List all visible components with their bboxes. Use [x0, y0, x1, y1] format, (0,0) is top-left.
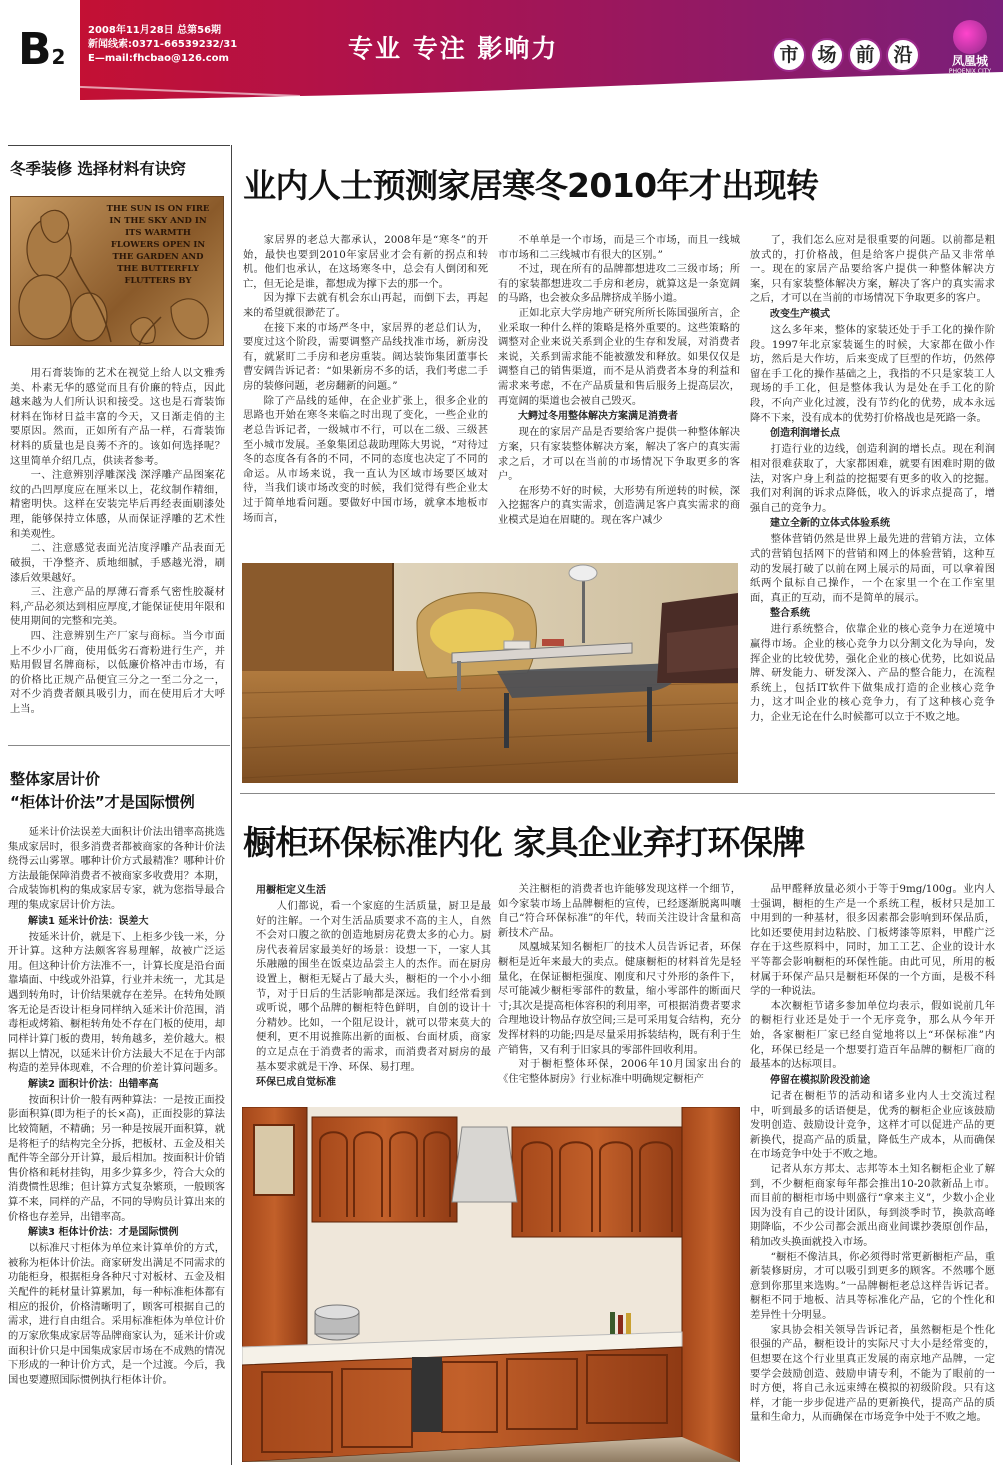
section-subheading: 解读3 柜体计价法：才是国际惯例: [28, 1227, 179, 1239]
living-room-illustration: [242, 563, 738, 783]
section-subheading: 停留在模拟阶段没前途: [770, 1074, 870, 1086]
phoenix-icon: [953, 20, 987, 54]
paragraph: 以标准尺寸柜体为单位来计算单价的方式，被称为柜体计价法。商家研发出满足不同需求的功能柜身，根据柜身各种尺寸对板材、五金及相关配件的耗材量计算累加，每一种标准柜体都有相应的报价，价格清晰明了，顾客可根据自己的需求，进行自由组合。采用标准柜体为单位计价的万家欣集成家居等品牌商家认为，延米计价或面积计价只是中国集成家居市场在不成熟的情况下形成的一种计价方式，是一个过渡。今后，我国也要遵照国际惯例执行柜体计价。: [8, 1242, 225, 1386]
article-headline: 橱柜环保标准内化 家具企业弃打环保牌: [243, 823, 805, 862]
article-headline: 冬季装修 选择材料有诀窍: [10, 160, 186, 178]
page-header: [0, 0, 1003, 100]
paragraph: 不过，现在所有的品牌都想进攻二三级市场；所有的家装都想进攻二手房和老房，就算这是一条宽阔的马路，也会被众多品牌挤成羊肠小道。: [498, 263, 740, 305]
page-digit: 2: [51, 45, 66, 69]
section-subheading: 用橱柜定义生活: [256, 885, 326, 896]
logo-text-en: PHOENIX CITY: [948, 68, 992, 75]
paragraph: 一、注意辨别浮雕深浅 深浮雕产品图案花纹的凸凹厚度应在厘米以上，花纹制作精细，精密明快。这样在安装完毕后再经表面刷漆处理，能够保持立体感，从而保证浮雕的艺术性和美观性。: [10, 469, 225, 540]
section-char: 场: [810, 38, 844, 72]
paragraph: 正如北京大学房地产研究所所长陈国强所言，企业采取一种什么样的策略是格外重要的。这些策略的调整对企业来说关系到企业的生存和发展，对消费者来说，关系到需求能不能被激发和释放。如果仅仅是调整自己的销售渠道，而不是从消费者本身的利益和需求来考虑，不在产品质量和售后服务上提高层次，再宽阔的渠道也会被自己毁灭。: [498, 307, 740, 407]
article-column: [243, 233, 488, 525]
section-subheading: 整合系统: [770, 608, 810, 620]
news-hotline: 新闻线索:0371-66539232/31: [88, 39, 238, 50]
plaque-inscription: THE SUN IS ON FIRE IN THE SKY AND IN ITS WARMTH FLOWERS OPEN IN THE GARDEN AND THE BUTTERFLY FLUTTERS BY: [106, 204, 210, 286]
section-subheading: 解读1 延米计价法：误差大: [28, 915, 149, 927]
article-body: [10, 366, 225, 717]
paragraph: 因为撑下去就有机会东山再起，而倒下去，再起来的希望就很渺茫了。: [243, 292, 488, 320]
paragraph: 整体营销仍然是世界上最先进的营销方法，立体式的营销包括网下的营销和网上的体验营销，这种互动的发展打破了以前在网上展示的局面，可以拿着图纸两个鼠标自己操作，一个在家里一个在工作室里面，真正的互动，而不是简单的展示。: [750, 533, 995, 604]
section-char: 前: [848, 38, 882, 72]
kitchen-cabinet-photo: [242, 1107, 740, 1462]
article-column: [498, 233, 740, 528]
paragraph: “橱柜不像洁具，你必须得时常更新橱柜产品，重新装修厨房，才可以吸引到更多的顾客。不然哪个愿意到你那里来选购。”一品牌橱柜老总这样告诉记者。橱柜不同于地板、洁具等标准化产品，它的个性化和差异性十分明显。: [750, 1250, 995, 1322]
issue-date: 2008年11月28日 总第56期: [88, 25, 222, 36]
logo-text: 凤凰城: [951, 54, 988, 68]
paragraph: 品甲醛释放量必须小于等于9mg/100g。业内人士强调，橱柜的生产是一个系统工程，板材只是加工中用到的一种基材，很多因素都会影响到环保品质，比如还要使用封边粘胶、门板烤漆等原料，甲醛广泛存在于这些原料中，同时，加工工艺、企业的设计水平等都会影响橱柜的环保性能。由此可见，所用的板材属于环保产品只是橱柜环保的一个方面，是极不科学的一种说法。: [750, 883, 995, 998]
article-headline: 业内人士预测家居寒冬2010年才出现转: [243, 166, 819, 205]
contact-email: E—mail:fhcbao@126.com: [88, 53, 229, 64]
article-headline: 整体家居计价: [10, 770, 101, 788]
rule: [240, 793, 995, 794]
section-char: 沿: [886, 38, 920, 72]
section-subheading: 改变生产模式: [770, 309, 830, 321]
rule: [8, 745, 230, 746]
section-title: [772, 38, 932, 74]
paragraph: 这么多年来，整体的家装还处于手工化的操作阶段。1997年北京家装诞生的时候，大家都在做小作坊，然后是大作坊，后来变成了巨型的作坊，仍然停留在手工化的操作基础之上，我指的不只是家装工人现场的手工化，但是整体我认为是处在手工化的阶段，不向产业化过渡，没有节约化的优势，成本永远降不下来，没有成本的优势打价格战也是死路一条。: [750, 324, 995, 424]
paragraph: 关注橱柜的消费者也许能够发现这样一个细节，如今家装市场上品牌橱柜的宣传，已经逐渐脱离叫嚷自己“符合环保标准”的年代，转而关注设计含量和高新技术产品。: [498, 883, 741, 939]
kitchen-illustration: [242, 1107, 740, 1462]
phoenix-city-logo: [942, 20, 998, 80]
article-column: [750, 882, 995, 1425]
paragraph: 对于橱柜整体环保，2006年10月国家出台的《住宅整体厨房》行业标准中明确规定橱柜产: [498, 1058, 741, 1085]
column-divider: [231, 145, 232, 1465]
page-number: [18, 24, 78, 78]
paragraph: 了，我们怎么应对是很重要的问题。以前都是粗放式的，打价格战，但是给客户提供产品又非常单一。现在的家居产品要给客户提供一种整体解决方案，只有家装整体解决方案，解决了客户的真实需求之后，才可以在当前的市场情况下争取更多的客户。: [750, 234, 995, 305]
article-subheadline: “柜体计价法”才是国际惯例: [10, 793, 195, 811]
paragraph: 在接下来的市场严冬中，家居界的老总们认为，要度过这个阶段，需要调整产品线找准市场，新房没有，就紧盯二手房和老房重装。阔达装饰集团董事长曹安阔告诉记者：“如果新房不多的话，我们考虑二手房的装修问题，老房翻新的问题。”: [243, 321, 488, 393]
section-subheading: 创造利润增长点: [770, 428, 840, 440]
paragraph: 打造行业的边线，创造利润的增长点。现在利润相对很难获取了，大家都困难，就要有困难时期的做法，对客户身上利益的挖掘要有更多的收入的挖掘。我们对利润的诉求点降低，收入的诉求点提高了，增强自己的竞争力。: [750, 443, 995, 514]
section-subheading: 解读2 面积计价法：出错率高: [28, 1078, 159, 1090]
paragraph: 按延米计价，就是下、上柜多少钱一米，分开计算。这种方法颇客容易理解，故被广泛运用。但这种计价方法准不一，计算长度是沿台面靠墙面、中线或外沿算，行业并未统一，尤其是遇到转角时，计价结果就存在差异。在转角处顾客无论是否设计柜身同样纳入延米计价范围，消毒柜或烤箱、橱柜转角处不存在门板的使用，却同样计算门板的费用，转角越多，差价越大。根据以上情况，以延米计价方法最大不足在于内部构造的差异体现难，不合理的价差计算问题多。: [8, 930, 225, 1075]
paragraph: 凤凰城某知名橱柜厂的技术人员告诉记者，环保橱柜是近年来最大的卖点。健康橱柜的材料首先是轻量化，在保证橱柜强度、刚度和尺寸外形的条件下，尽可能减少橱柜零部件的数量，缩小零部件的断面尺寸;其次是提高柜体容积的利用率，可根据消费者要求合理地设计物品存放空间;三是可采用复合结构，充分发挥材料的功能;四是尽量采用拆装结构，既有利于生产销售，又有利于旧家具的零部件回收利用。: [498, 941, 741, 1056]
section-subheading: 建立全新的立体式体验系统: [770, 518, 890, 530]
paragraph: 用石膏装饰的艺术在视觉上给人以文雅秀美、朴素无华的感觉而且有价廉的特点，因此越来越为人们所认识和接受。这也是石膏装饰材料在饰材日益丰富的今天，又日渐走俏的主要原因。然而，正如所有产品一样，石膏装饰材料的质量也是良莠不齐的。该如何选择呢？这里简单介绍几点，供读者参考。: [10, 367, 225, 467]
masthead-meta: [88, 24, 258, 66]
living-room-photo: [242, 563, 738, 783]
paragraph: 除了产品线的延伸，在企业扩张上，很多企业的思路也开始在寒冬来临之时出现了变化，一些企业的老总告诉记者，一级城市不行，可以在二级、三级甚至小城市发展。圣象集团总裁助理陈大男说，“对待过冬的态度各有各的不同，不同的态度也决定了不同的命运。从市场来说，我一直认为区域市场要区域对待，当我们谈市场改变的时候，我们觉得有些企业太过于简单地看问题。要做好中国市场，就拿本地板市场而言，: [243, 394, 488, 524]
paragraph: 记者在橱柜节的活动和诸多业内人士交流过程中，听到最多的话语便是，优秀的橱柜企业应该鼓励发明创造、鼓励设计竞争，这样才可以促进产品的更新换代，提高产品的质量，降低生产成本，从而确保在市场竞争中处于不败之地。: [750, 1089, 995, 1161]
paragraph: 人们都说，看一个家庭的生活质量，厨卫是最好的注解。一个对生活品质要求不高的主人，自然不会对口腹之欲的创造地厨房花费太多的心力。厨房代表着居家最美好的场景：设想一下，一家人其乐融融的围坐在饭桌边品尝主人的杰作。而在厨房设置上，橱柜无疑占了最大头，橱柜的一个小小细节，对于日后的生活影响都是深远。我们经常看到或听说，哪个品牌的橱柜特色鲜明，自创的设计十分精妙。比如，一个阻尼设计，就可以带来莫大的便利，更不用说推陈出新的面板、台面材质，商家的立足点在于消费者的需求，而消费者对厨房的最基本要求就是干净、环保、易打理。: [256, 900, 491, 1073]
paragraph: 家具协会相关领导告诉记者，虽然橱柜是个性化很强的产品，橱柜设计的实际尺寸大小是经常变的，但想要在这个行业里真正发展的南京地产品牌，一定要学会鼓励创造、鼓励申请专利，不能为了眼前的一时方便，将自己永远束缚在模拟的初级阶段。只有这样，才能一步步促进产品的更新换代，提高产品的质量和生命力，从而确保在市场竞争中处于不败之地。: [750, 1323, 995, 1424]
paragraph: 延米计价法误差大面积计价法出错率高挑选集成家居时，很多消费者都被商家的各种计价法绕得云山雾罩。哪种计价方式最精准？哪种计价方法最能保障消费者不被商家多收费用？本期，合成装饰机构的集成家居专家，就为您指导最合理的集成家居计价方法。: [8, 826, 225, 912]
paragraph: 进行系统整合，依靠企业的核心竞争力在逆境中赢得市场。企业的核心竞争力以分割文化为导向，发挥企业的比较优势，强化企业的核心优势，比如说品牌、研发能力、研发深入、产品的整合能力，在流程系统上，包括IT软件下做集成打造的企业核心竞争力，这才叫企业的核心竞争力，有了这种核心竞争力，企业无论在什么时候都可以立于不败之地。: [750, 623, 995, 724]
paragraph: 按面积计价一般有两种算法：一是按正面投影面积算(即为柜子的长×高)，正面投影的算法比较简陋，不精确；另一种是按展开面积算，就是将柜子的结构完全分拆，把板材、五金及相关配件等全部分开计算，最后相加。按面积计价销售价格和耗材挂钩，用多少算多少，符合大众的消费惯性思维；但计算方式复杂繁琐，一般顾客算不来，同样的产品，不同的导购员计算出来的价格也存差异，出错率高。: [8, 1093, 225, 1223]
article-body: [8, 825, 225, 1387]
paragraph: 四、注意辨别生产厂家与商标。当今市面上不少小厂商，使用低劣石膏粉进行生产，并贴用假冒名牌商标，以低廉价格冲击市场，有的价格比正规产品便宜三分之一至二分之一，对不少消费者颇具吸引力，而在使用后才大呼上当。: [10, 629, 225, 716]
section-subheading: 环保已成自觉标准: [256, 1077, 336, 1089]
section-char: 市: [772, 38, 806, 72]
paragraph: 本次橱柜节诸多参加单位均表示，假如说前几年的橱柜行业还是处于一个无序竞争，那么从今年开始，各家橱柜厂家已经自觉地将以上“环保标准”内化，环保已经是一个想要打造百年品牌的橱柜厂商的最基本的达标项目。: [750, 999, 995, 1071]
article-column: [256, 882, 491, 1091]
paragraph: 三、注意产品的厚薄石膏系气密性胶凝材料,产品必须达到相应厚度,才能保证使用年限和使用期间的完整和完美。: [10, 586, 225, 628]
page-letter: B: [18, 24, 52, 75]
rule: [8, 145, 230, 146]
paragraph: 二、注意感觉表面光洁度浮雕产品表面无破损，干净整齐、质地细腻，手感越光滑，刷漆后效果越好。: [10, 542, 225, 584]
paragraph: 不单单是一个市场，而是三个市场，而且一线城市市场和二三线城市有很大的区别。”: [498, 234, 740, 261]
slogan: 专业 专注 影响力: [348, 34, 559, 63]
paragraph: 家居界的老总大都承认，2008年是“寒冬”的开始，最快也要到2010年家居业才会有新的拐点和转机。他们也承认，在这场寒冬中，总会有人倒闭和死亡，但无论是谁，都想成为撑下去的那一个。: [243, 234, 488, 290]
paragraph: 记者从东方邦太、志邦等本土知名橱柜企业了解到，不少橱柜商家每年都会推出10-20款新品上市。而目前的橱柜市场中则盛行“拿来主义”，少数小企业因为没有自己的设计团队，每到淡季时节，换款高峰期降临，不少公司都会派出商业间谍抄袭原创作品，稍加改头换面就投入市场。: [750, 1162, 995, 1249]
paragraph: 在形势不好的时候，大形势有所逆转的时候，深入挖掘客户的真实需求，创造满足客户真实需求的商业模式是迫在眉睫的。现在客户减少: [498, 484, 740, 526]
paragraph: 现在的家居产品是否要给客户提供一种整体解决方案，只有家装整体解决方案，解决了客户的真实需求之后，才可以在当前的市场情况下争取更多的客户。: [498, 426, 740, 483]
gypsum-plaque-image: [10, 196, 224, 346]
article-column: [750, 233, 995, 725]
section-subheading: 大鳄过冬用整体解决方案满足消费者: [518, 411, 678, 423]
article-column: [498, 882, 741, 1087]
